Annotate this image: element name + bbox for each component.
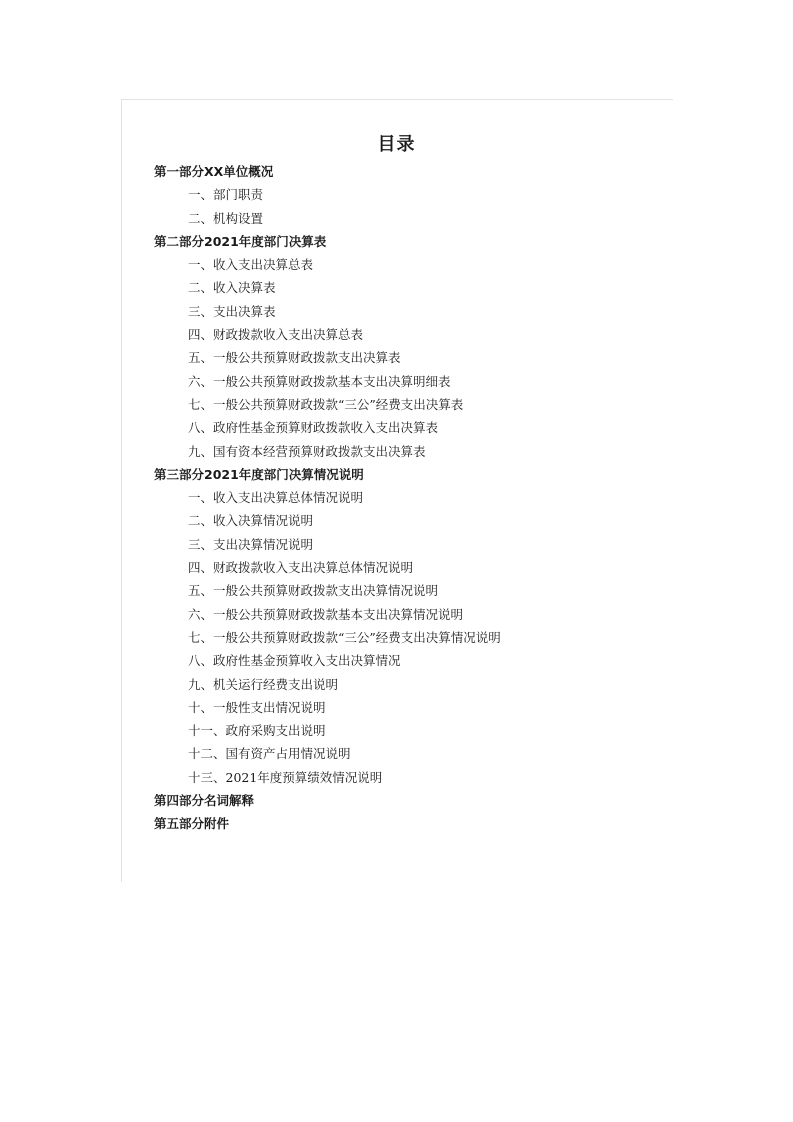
toc-entry: 十三、2021年度预算绩效情况说明 [188,769,383,785]
section-entries [154,486,674,789]
toc-section-2 [154,230,674,463]
toc-entry: 二、收入决算情况说明 [188,513,314,529]
section-heading: 第一部分XX单位概况 [154,164,274,179]
toc-entry: 九、机关运行经费支出说明 [188,676,339,692]
section-heading: 第二部分2021年度部门决算表 [154,233,327,249]
toc-entry: 四、财政拨款收入支出决算总表 [188,327,364,343]
toc-entry: 七、一般公共预算财政拨款“三公”经费支出决算表 [188,396,464,412]
section-entries [154,253,674,463]
toc-entry: 八、政府性基金预算财政拨款收入支出决算表 [188,420,439,436]
toc-entry: 九、国有资本经营预算财政拨款支出决算表 [188,443,426,459]
toc-entry: 一、收入支出决算总体情况说明 [188,490,364,506]
toc-section-4 [154,789,674,812]
toc-section-1 [154,160,674,230]
toc-section-5 [154,812,674,835]
toc-entry: 六、一般公共预算财政拨款基本支出决算情况说明 [188,606,464,622]
toc-entry: 五、一般公共预算财政拨款支出决算情况说明 [188,583,439,599]
toc-entry: 十、一般性支出情况说明 [188,699,326,715]
toc-entry: 十二、国有资产占用情况说明 [188,746,351,762]
toc-entry: 二、收入决算表 [188,280,276,296]
toc-entry: 三、支出决算情况说明 [188,536,314,552]
section-entries [154,183,674,230]
toc-entry: 五、一般公共预算财政拨款支出决算表 [188,350,401,366]
toc-entry: 七、一般公共预算财政拨款“三公”经费支出决算情况说明 [188,629,501,645]
toc-section-3 [154,463,674,789]
page-title: 目录 [377,134,416,155]
toc-entry: 六、一般公共预算财政拨款基本支出决算明细表 [188,373,451,389]
toc-entry: 一、收入支出决算总表 [188,257,314,273]
toc-entry: 十一、政府采购支出说明 [188,723,326,739]
page-edge-top [121,99,673,100]
toc-entry: 一、部门职责 [188,187,264,203]
page-edge-left [121,99,122,882]
toc-entry: 八、政府性基金预算收入支出决算情况 [188,653,401,669]
toc-entry: 四、财政拨款收入支出决算总体情况说明 [188,560,414,576]
toc-entry: 三、支出决算表 [188,303,276,319]
table-of-contents [154,160,674,836]
section-heading: 第四部分名词解释 [154,793,255,809]
section-heading: 第三部分2021年度部门决算情况说明 [154,466,364,482]
section-heading: 第五部分附件 [154,816,230,832]
toc-entry: 二、机构设置 [188,210,264,226]
